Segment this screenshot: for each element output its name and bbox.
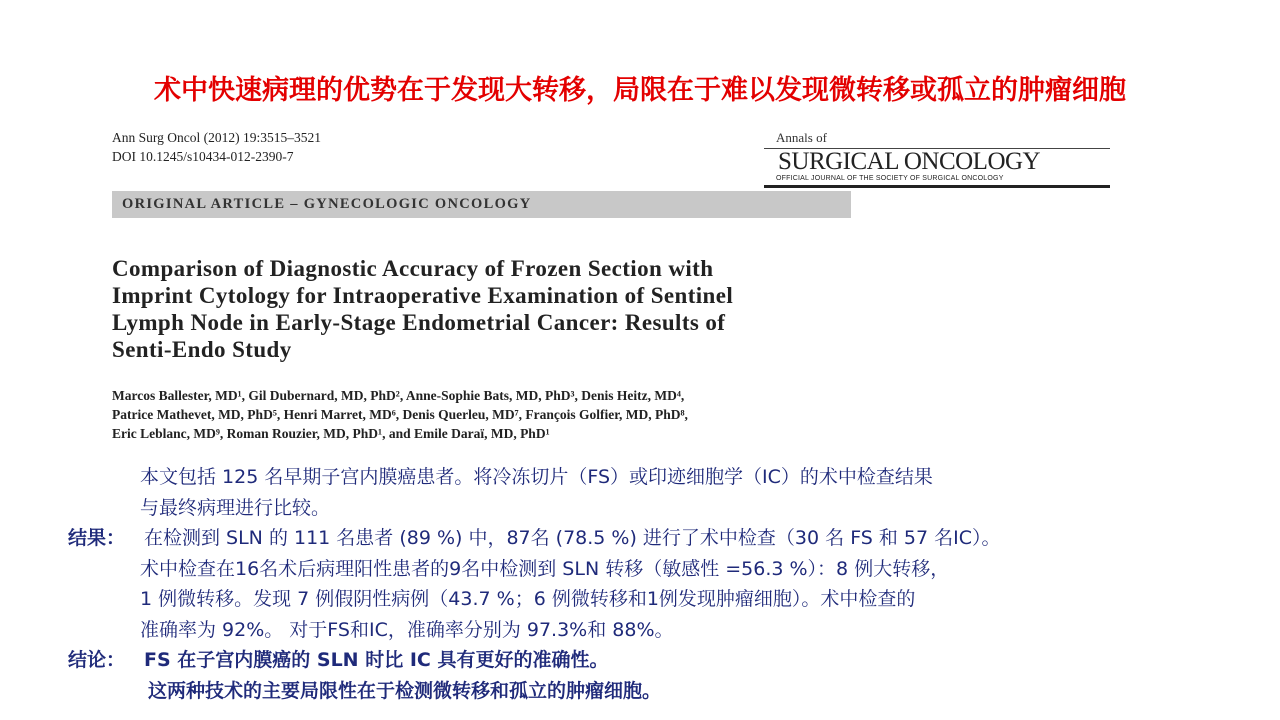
citation <box>112 128 321 166</box>
results-label: 结果： <box>68 527 126 549</box>
journal-rule-bottom <box>764 185 1110 188</box>
conclusion-label: 结论： <box>68 649 126 671</box>
results-line: 在检测到 SLN 的 111 名患者 (89 %) 中，87名 (78.5 %) 进行了术中检查（30 名 FS 和 57 名IC）。 <box>144 527 1001 549</box>
intro-line: 本文包括 125 名早期子宫内膜癌患者。将冷冻切片（FS）或印迹细胞学（IC）的术中检查结果 <box>140 466 933 488</box>
article-title-line: Imprint Cytology for Intraoperative Examination of Sentinel <box>112 283 734 308</box>
paper-excerpt-image <box>112 124 1112 454</box>
slide-headline: 术中快速病理的优势在于发现大转移，局限在于难以发现微转移或孤立的肿瘤细胞 <box>154 75 1126 106</box>
article-category: ORIGINAL ARTICLE – GYNECOLOGIC ONCOLOGY <box>122 196 532 212</box>
category-bar <box>112 191 851 218</box>
journal-subtitle: OFFICIAL JOURNAL OF THE SOCIETY OF SURGICAL ONCOLOGY <box>776 175 1004 182</box>
results-line: 准确率为 92%。 对于FS和IC，准确率分别为 97.3%和 88%。 <box>140 619 674 641</box>
author-list <box>112 386 1012 443</box>
article-title-line: Lymph Node in Early-Stage Endometrial Cancer: Results of <box>112 310 726 335</box>
article-title-line: Senti-Endo Study <box>112 337 292 362</box>
results-line: 1 例微转移。发现 7 例假阴性病例（43.7 %；6 例微转移和1例发现肿瘤细胞）。术中检查的 <box>140 588 916 610</box>
journal-masthead <box>764 130 1110 188</box>
intro-line: 与最终病理进行比较。 <box>140 497 331 519</box>
conclusion-line: FS 在子宫内膜癌的 SLN 时比 IC 具有更好的准确性。 <box>144 649 609 671</box>
article-title-line: Comparison of Diagnostic Accuracy of Frozen Section with <box>112 256 714 281</box>
journal-name: SURGICAL ONCOLOGY <box>778 148 1041 175</box>
author-line: Eric Leblanc, MD⁹, Roman Rouzier, MD, PhD¹, and Emile Daraï, MD, PhD¹ <box>112 426 550 441</box>
author-line: Marcos Ballester, MD¹, Gil Dubernard, MD, PhD², Anne-Sophie Bats, MD, PhD³, Denis Heitz, MD⁴, <box>112 388 685 403</box>
conclusion-line: 这两种技术的主要局限性在于检测微转移和孤立的肿瘤细胞。 <box>148 680 662 702</box>
journal-annals-label: Annals of <box>776 130 827 145</box>
results-line: 术中检查在16名术后病理阳性患者的9名中检测到 SLN 转移（敏感性 =56.3 %）：8 例大转移， <box>140 558 950 580</box>
citation-line-2: DOI 10.1245/s10434-012-2390-7 <box>112 149 294 164</box>
author-line: Patrice Mathevet, MD, PhD⁵, Henri Marret, MD⁶, Denis Querleu, MD⁷, François Golfier, MD, PhD⁸, <box>112 407 688 422</box>
citation-line-1: Ann Surg Oncol (2012) 19:3515–3521 <box>112 130 321 145</box>
article-title <box>112 255 1012 363</box>
